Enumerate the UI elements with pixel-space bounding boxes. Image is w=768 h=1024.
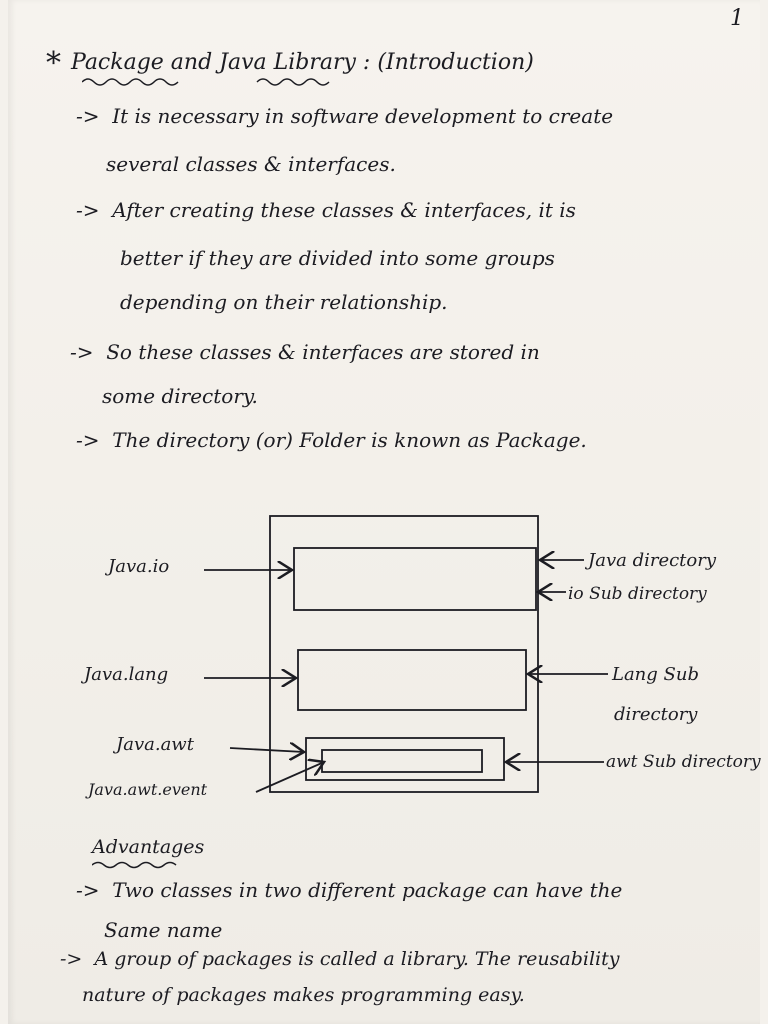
lang-subdirectory-box — [298, 650, 526, 710]
label-lang-directory: directory — [614, 704, 698, 725]
intro-point-2-line-3: depending on their relationship. — [120, 290, 448, 314]
intro-point-3-line-1: -> So these classes & interfaces are stored in — [70, 340, 540, 364]
page-number: 1 — [730, 6, 744, 31]
label-java-lang: Java.lang — [84, 664, 169, 685]
label-java-awt: Java.awt — [116, 734, 194, 755]
advantage-2-line-1: -> A group of packages is called a library. The reusability — [60, 948, 620, 970]
notebook-page — [8, 0, 760, 1024]
label-io-subdirectory: io Sub directory — [568, 584, 707, 604]
advantage-1-line-2: Same name — [104, 918, 223, 942]
arrow-java-awt-event — [256, 762, 324, 792]
intro-point-2-line-1: -> After creating these classes & interfaces, it is — [76, 198, 576, 222]
event-subdirectory-box — [322, 750, 482, 772]
advantage-1-line-1: -> Two classes in two different package can have the — [76, 878, 623, 902]
label-java-io: Java.io — [108, 556, 170, 577]
awt-subdirectory-box — [306, 738, 504, 780]
intro-point-1-line-1: -> It is necessary in software development to create — [76, 104, 614, 128]
arrow-java-awt — [230, 748, 304, 752]
label-java-directory: Java directory — [588, 550, 717, 571]
intro-point-2-line-2: better if they are divided into some groups — [120, 246, 555, 270]
advantages-underline-squiggle — [92, 860, 202, 870]
label-java-awt-event: Java.awt.event — [88, 780, 208, 799]
title-bullet: * — [46, 46, 61, 81]
advantages-heading: Advantages — [92, 836, 205, 858]
io-subdirectory-box — [294, 548, 536, 610]
package-diagram — [8, 500, 760, 820]
label-lang-sub: Lang Sub — [612, 664, 699, 685]
advantage-2-line-2: nature of packages makes programming easy. — [82, 984, 525, 1006]
intro-point-3-line-2: some directory. — [102, 384, 258, 408]
intro-point-4-line-1: -> The directory (or) Folder is known as Package. — [76, 428, 587, 452]
intro-point-1-line-2: several classes & interfaces. — [106, 152, 396, 176]
title-text: Package and Java Library : (Introduction) — [71, 50, 534, 75]
title-underline-squiggle — [82, 76, 412, 88]
label-awt-subdirectory: awt Sub directory — [606, 752, 761, 772]
